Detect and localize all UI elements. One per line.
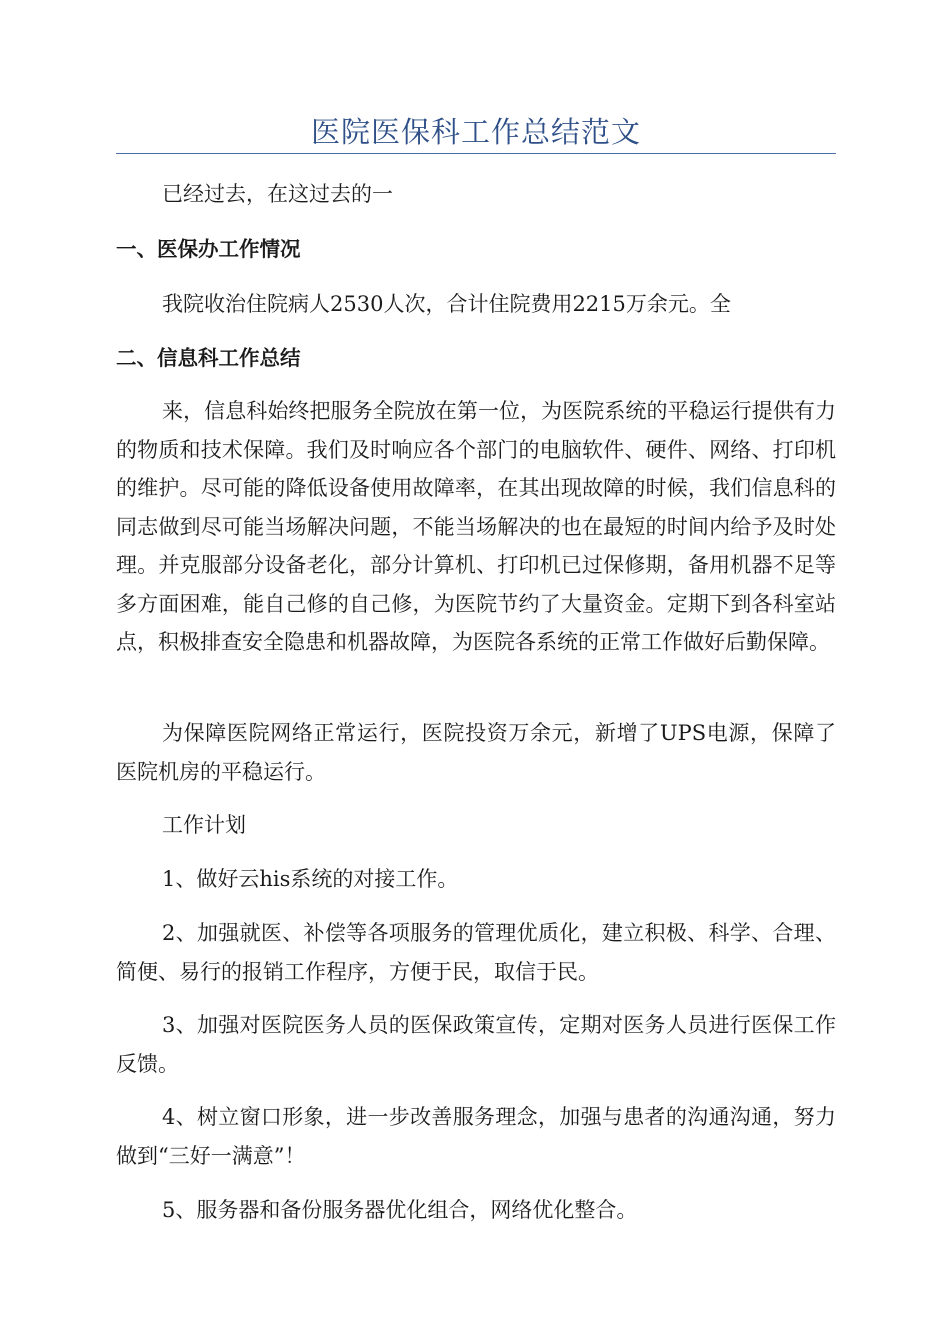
section-heading-1: 一、医保办工作情况 (116, 237, 301, 261)
paragraph-ups: 为保障医院网络正常运行，医院投资万余元，新增了UPS电源，保障了医院机房的平稳运行。 (116, 721, 836, 784)
work-plan-label: 工作计划 (162, 813, 246, 837)
title-underline (116, 153, 836, 154)
plan-item-5: 5、服务器和备份服务器优化组合，网络优化整合。 (162, 1198, 638, 1222)
plan-item-1: 1、做好云his系统的对接工作。 (162, 867, 459, 891)
intro-paragraph: 已经过去，在这过去的一 (162, 182, 393, 206)
document-title: 医院医保科工作总结范文 (310, 115, 641, 149)
section-heading-2: 二、信息科工作总结 (116, 346, 301, 370)
plan-item-3: 3、加强对医院医务人员的医保政策宣传，定期对医务人员进行医保工作反馈。 (116, 1013, 836, 1076)
paragraph-statistics: 我院收治住院病人2530人次，合计住院费用2215万余元。全 (162, 292, 731, 316)
plan-item-4: 4、树立窗口形象，进一步改善服务理念，加强与患者的沟通沟通，努力做到“三好一满意”！ (116, 1105, 836, 1168)
plan-item-2: 2、加强就医、补偿等各项服务的管理优质化，建立积极、科学、合理、简便、易行的报销工作程序，方便于民，取信于民。 (116, 921, 836, 984)
paragraph-it-summary: 来，信息科始终把服务全院放在第一位，为医院系统的平稳运行提供有力的物质和技术保障。我们及时响应各个部门的电脑软件、硬件、网络、打印机的维护。尽可能的降低设备使用故障率，在其出现故障的时候，我们信息科的同志做到尽可能当场解决问题，不能当场解决的也在最短的时间内给予及时处理。并克服部分设备老化，部分计算机、打印机已过保修期，备用机器不足等多方面困难，能自己修的自己修，为医院节约了大量资金。定期下到各科室站点，积极排查安全隐患和机器故障，为医院各系统的正常工作做好后勤保障。 (116, 399, 836, 654)
